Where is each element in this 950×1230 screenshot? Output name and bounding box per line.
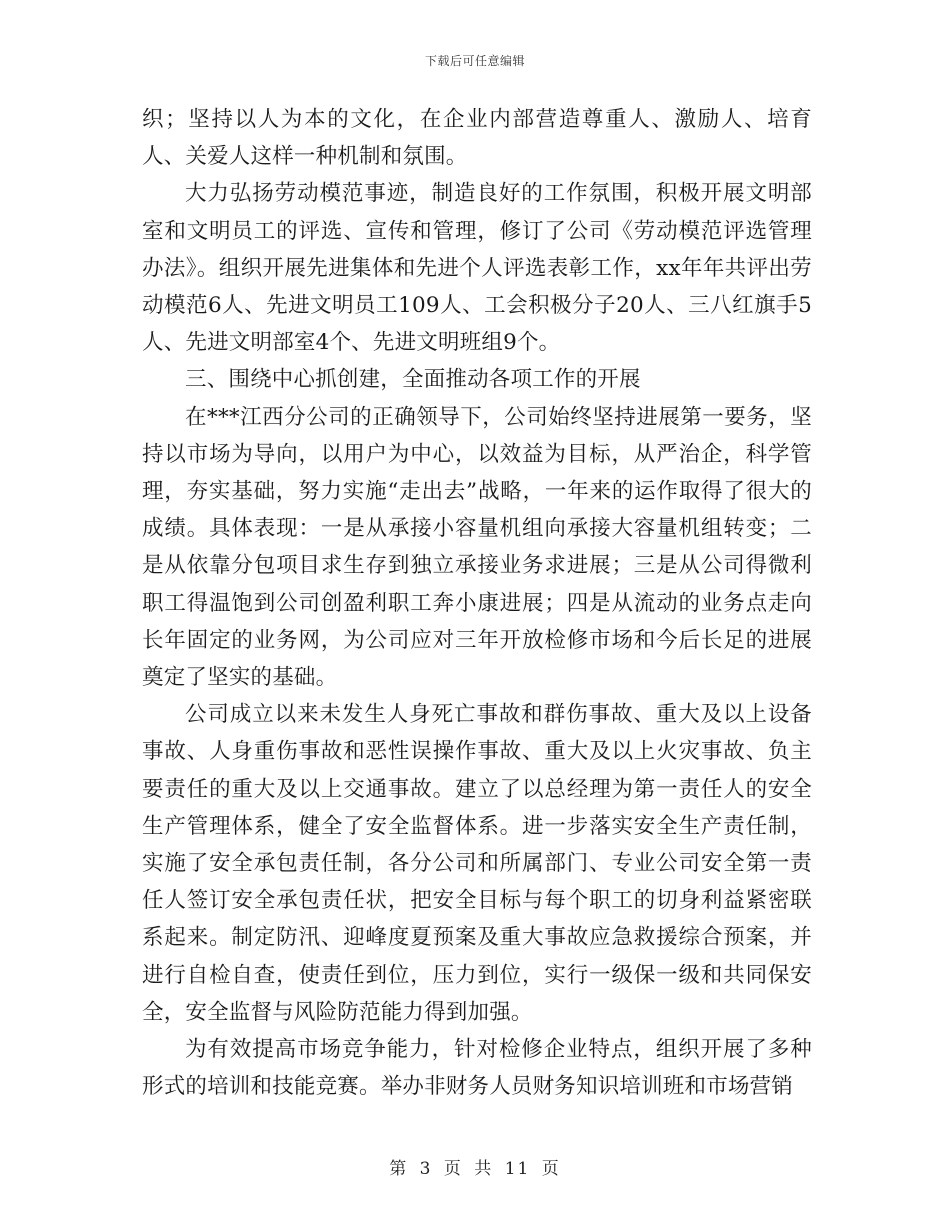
page-header: 下载后可任意编辑 — [424, 54, 525, 68]
page-number: 第 3 页 共 11 页 — [389, 1159, 561, 1179]
paragraph-3: 在***江西分公司的正确领导下，公司始终坚持进展第一要务，坚持以市场为导向，以用户为中心，以效益为目标，从严治企，科学管理，夯实基础，努力实施“走出去”战略，一年来的运作取得了很大的成绩。具体表现：一是从承接小容量机组向承接大容量机组转变；二是从依靠分包项目求生存到独立承接业务求进展；三是从公司得微利职工得温饱到公司创盈利职工奔小康进展；四是从流动的业务点走向长年固定的业务网，为公司应对三年开放检修市场和今后长足的进展奠定了坚实的基础。 — [142, 404, 812, 691]
paragraph-1: 织；坚持以人为本的文化，在企业内部营造尊重人、激励人、培育人、关爱人这样一种机制和氛围。 — [142, 107, 812, 170]
paragraph-5: 为有效提高市场竞争能力，针对检修企业特点，组织开展了多种形式的培训和技能竞赛。举办非财务人员财务知识培训班和市场营销 — [142, 1037, 812, 1100]
document-body — [142, 101, 812, 1105]
section-heading: 三、围绕中心抓创建，全面推动各项工作的开展 — [185, 367, 641, 393]
paragraph-4: 公司成立以来未发生人身死亡事故和群伤事故、重大及以上设备事故、人身重伤事故和恶性误操作事故、重大及以上火灾事故、负主要责任的重大及以上交通事故。建立了以总经理为第一责任人的安全生产管理体系，健全了安全监督体系。进一步落实安全生产责任制，实施了安全承包责任制，各分公司和所属部门、专业公司安全第一责任人签订安全承包责任状，把安全目标与每个职工的切身利益紧密联系起来。制定防汛、迎峰度夏预案及重大事故应急救援综合预案，并进行自检自查，使责任到位，压力到位，实行一级保一级和共同保安全，安全监督与风险防范能力得到加强。 — [142, 702, 812, 1025]
paragraph-2: 大力弘扬劳动模范事迹，制造良好的工作氛围，积极开展文明部室和文明员工的评选、宣传和管理，修订了公司《劳动模范评选管理办法》。组织开展先进集体和先进个人评选表彰工作，xx年年共评出劳动模范6人、先进文明员工109人、工会积极分子20人、三八红旗手5人、先进文明部室4个、先进文明班组9个。 — [142, 181, 812, 356]
